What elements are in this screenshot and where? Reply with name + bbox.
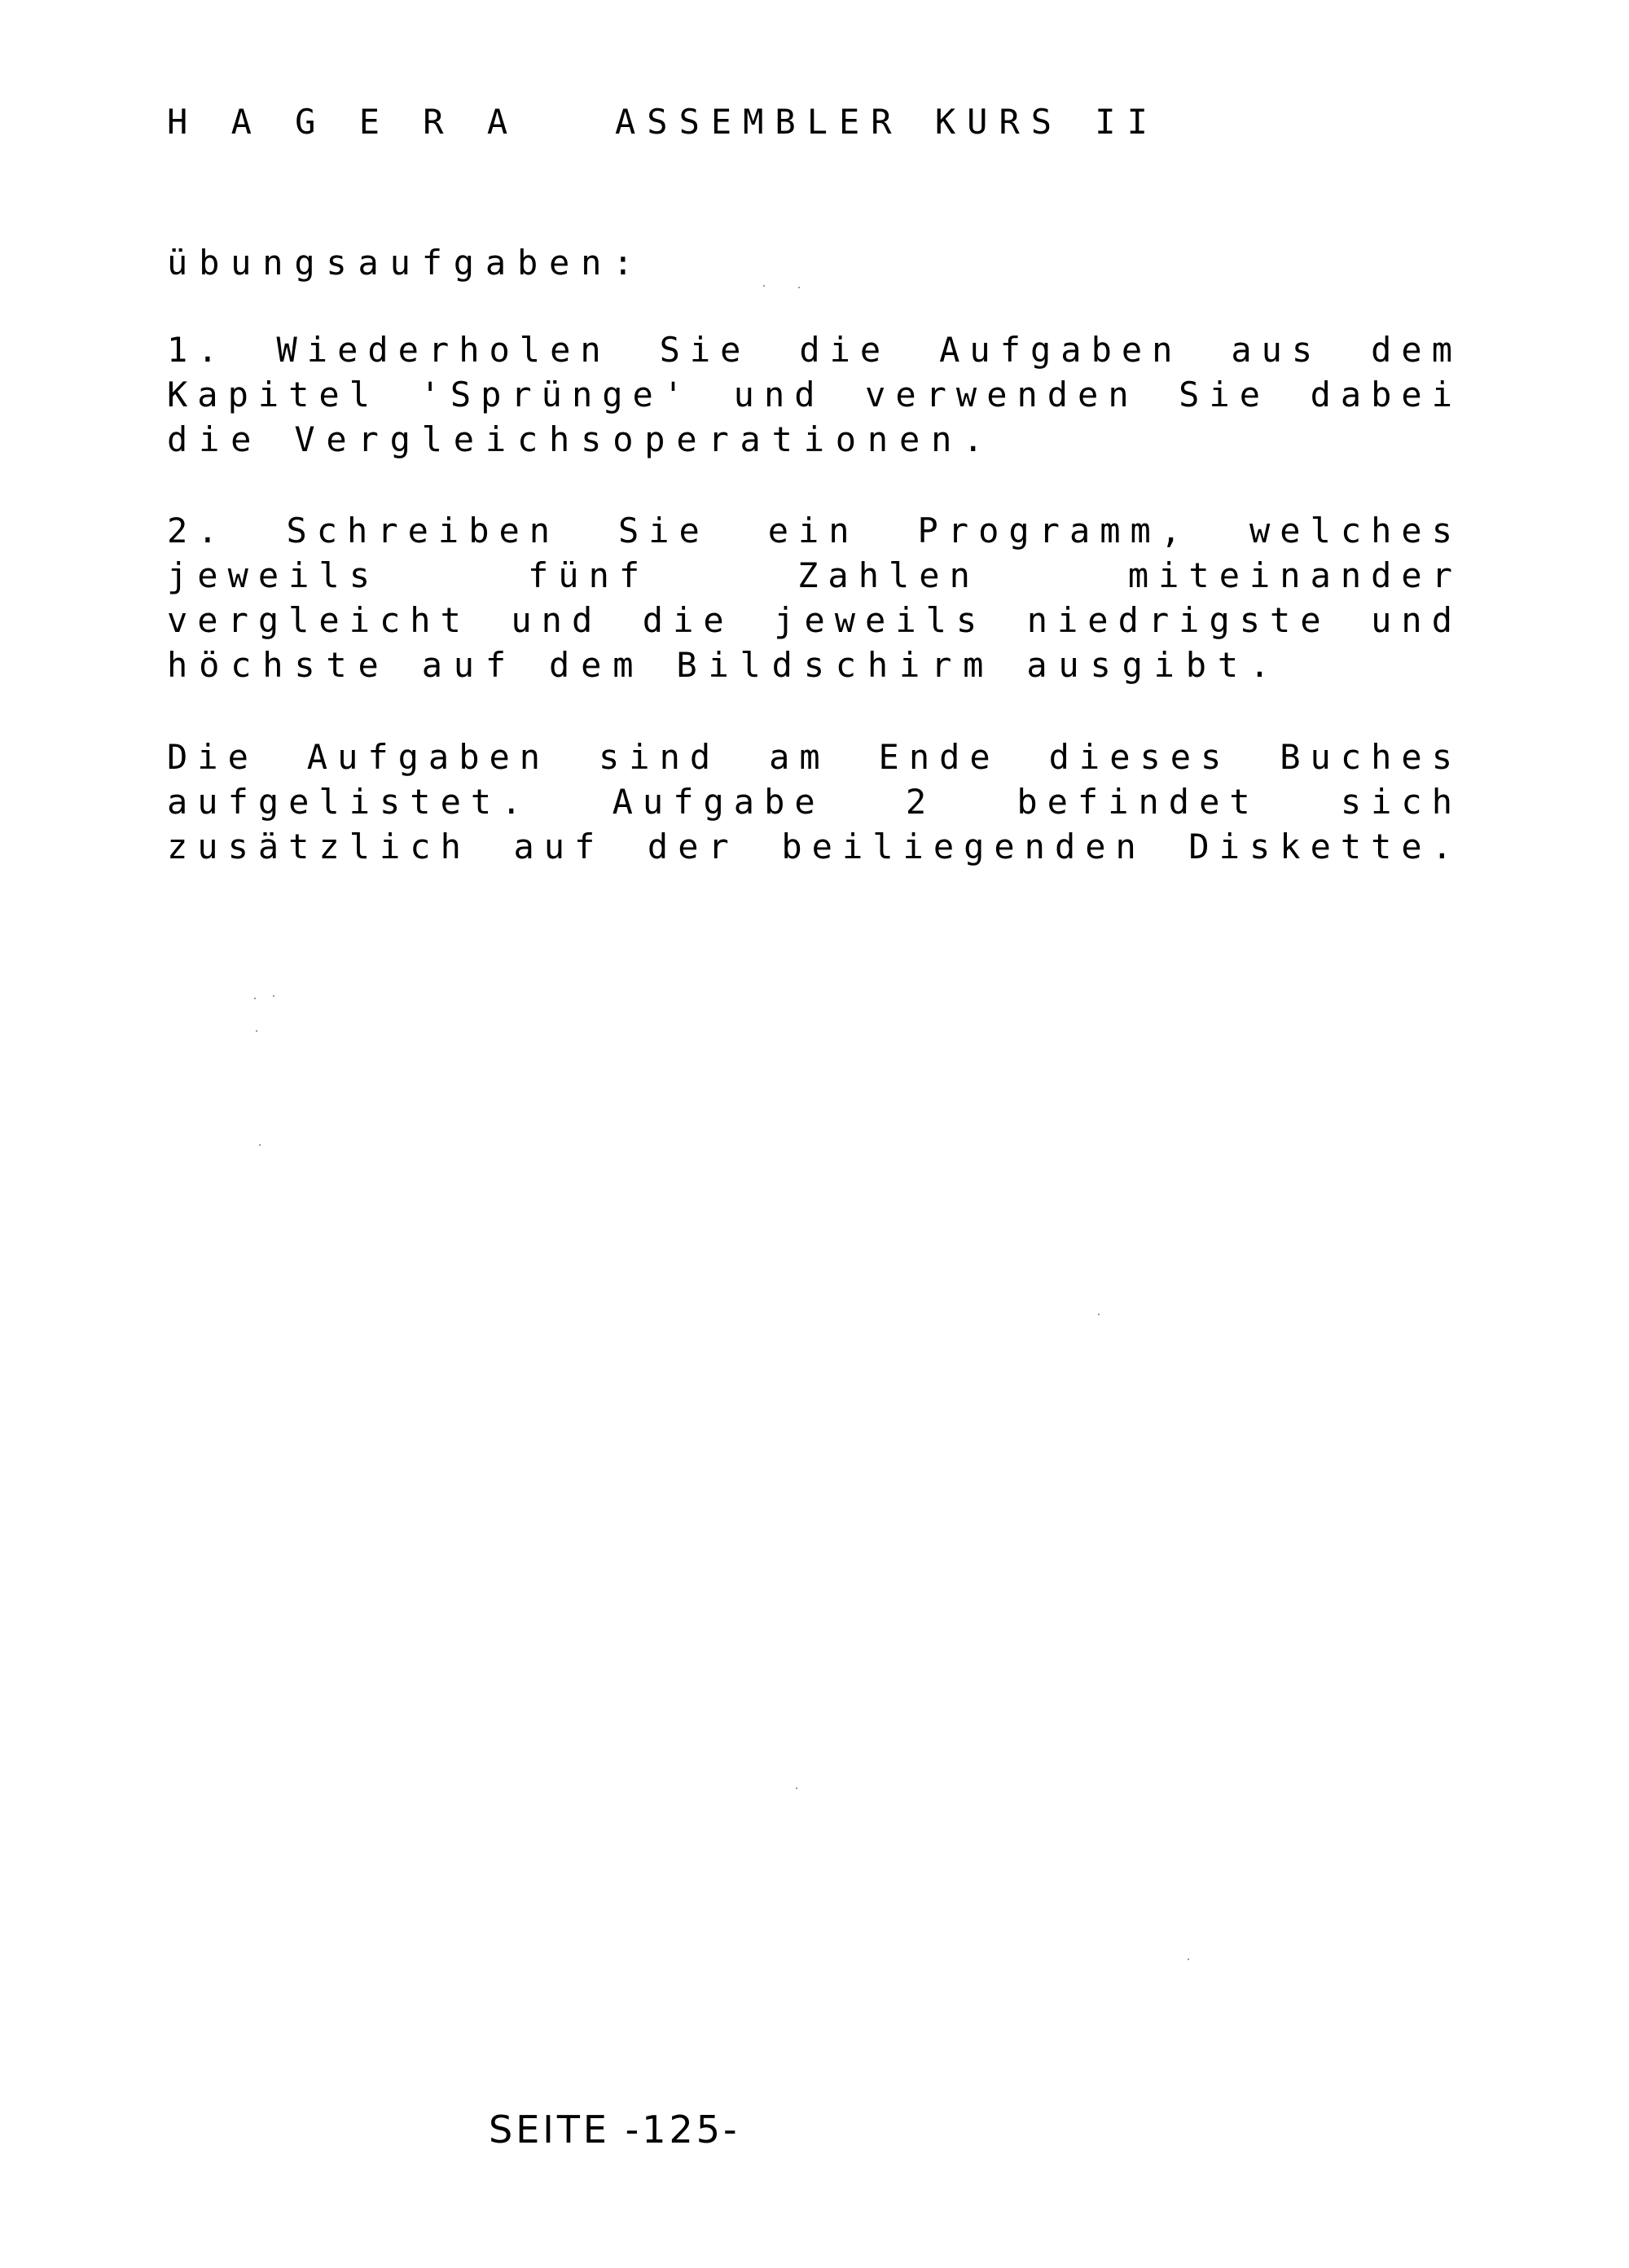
exercise-2-line-2: jeweils fünf Zahlen miteinander (167, 555, 1462, 595)
page-number: SEITE -125- (489, 2108, 740, 2152)
section-title: übungsaufgaben: (167, 243, 645, 283)
scan-speck (763, 285, 765, 287)
scan-speck (256, 1030, 257, 1032)
scan-speck (1098, 1314, 1100, 1315)
exercise-2-line-3: vergleicht und die jeweils niedrigste und (167, 600, 1462, 640)
exercise-1-line-2: Kapitel 'Sprünge' und verwenden Sie dabei (167, 375, 1462, 415)
scan-speck (796, 1788, 797, 1789)
exercise-1-line-1: 1. Wiederholen Sie die Aufgaben aus dem (167, 330, 1462, 370)
exercise-2-line-4: höchste auf dem Bildschirm ausgibt. (167, 645, 1282, 685)
scan-speck (798, 287, 800, 288)
scan-speck (254, 998, 256, 999)
exercise-1-line-3: die Vergleichsoperationen. (167, 419, 995, 459)
scan-speck (273, 995, 274, 997)
scan-speck (1188, 1959, 1189, 1960)
note-line-1: Die Aufgaben sind am Ende dieses Buches (167, 737, 1462, 777)
note-line-3: zusätzlich auf der beiliegenden Diskette. (167, 827, 1462, 866)
scan-speck (259, 1144, 261, 1146)
exercise-2-line-1: 2. Schreiben Sie ein Programm, welches (167, 511, 1462, 551)
note-line-2: aufgelistet. Aufgabe 2 befindet sich (167, 782, 1462, 822)
document-header: H A G E R A ASSEMBLER KURS II (167, 102, 1159, 142)
